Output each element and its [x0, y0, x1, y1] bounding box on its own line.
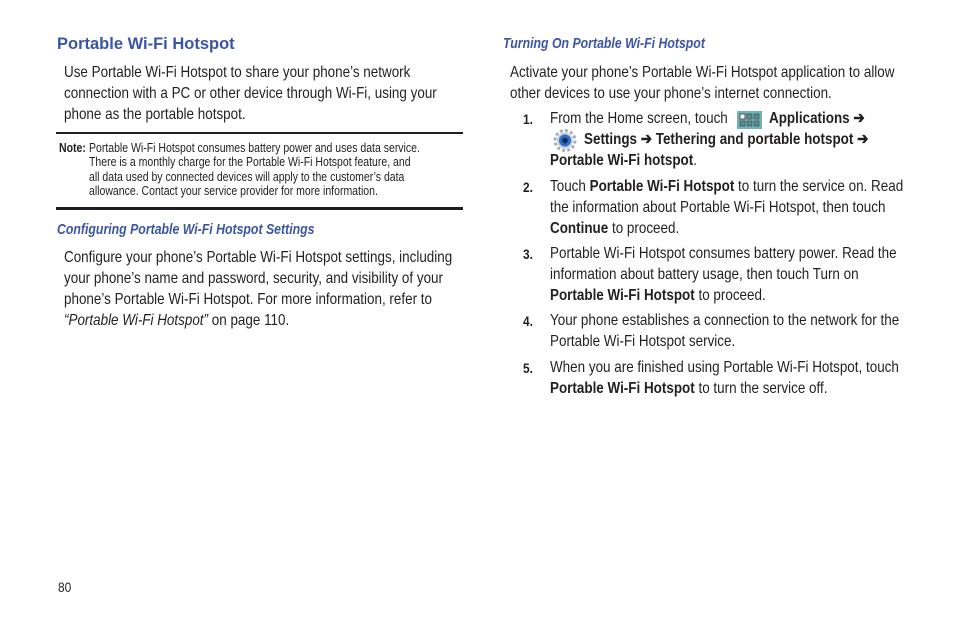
step-number: 5. — [523, 360, 533, 376]
section-heading: Configuring Portable Wi-Fi Hotspot Settings — [57, 221, 315, 238]
intro-line: connection with a PC or other device through Wi-Fi, using your — [64, 85, 437, 102]
step-number: 2. — [523, 179, 533, 195]
step-number: 1. — [523, 111, 533, 127]
note-line: all data used by connected devices will apply to the customer’s data — [89, 170, 405, 184]
page-number: 80 — [58, 579, 72, 595]
settings-gear-icon — [552, 128, 578, 153]
step-number: 4. — [523, 313, 533, 329]
intro-line: other devices to use your phone’s internet connection. — [510, 85, 832, 102]
config-line: phone’s Portable Wi-Fi Hotspot. For more information, refer to — [64, 291, 433, 308]
note-line: Portable Wi-Fi Hotspot consumes battery power and uses data service. — [89, 141, 420, 155]
page-title: Portable Wi-Fi Hotspot — [57, 35, 235, 53]
step-text-bold: Applications ➔ — [769, 110, 865, 127]
punct: . — [693, 152, 697, 169]
t-bold: Portable Wi-Fi Hotspot — [589, 178, 735, 195]
config-line: your phone’s name and password, security, and visibility of your — [64, 270, 444, 287]
ref-suffix: on page 110. — [208, 312, 290, 329]
step-text — [550, 151, 697, 171]
intro-line: phone as the portable hotspot. — [64, 106, 246, 123]
note-label: Note: — [59, 141, 86, 155]
step-text — [550, 379, 827, 399]
t: Touch — [550, 178, 590, 195]
config-line — [64, 311, 289, 331]
step-text: Your phone establishes a connection to the network for the — [550, 312, 900, 329]
config-line: Configure your phone’s Portable Wi-Fi Hotspot settings, including — [64, 249, 453, 266]
step-text: When you are finished using Portable Wi-Fi Hotspot, touch — [550, 359, 899, 376]
t: to turn the service on. Read — [734, 178, 904, 195]
step-text — [550, 286, 766, 306]
note-line: There is a monthly charge for the Portable Wi-Fi Hotspot feature, and — [89, 155, 411, 169]
t: to turn the service off. — [694, 380, 828, 397]
divider — [56, 132, 463, 134]
t: to proceed. — [608, 220, 680, 237]
step-text-bold: Settings ➔ Tethering and portable hotspot ➔ — [584, 131, 869, 148]
step-text: From the Home screen, touch — [550, 110, 728, 127]
step-text: the information about Portable Wi-Fi Hotspot, then touch — [550, 199, 886, 216]
step-text: Portable Wi-Fi Hotspot consumes battery power. Read the — [550, 245, 897, 262]
step-text — [550, 177, 903, 197]
divider — [56, 207, 463, 210]
intro-line: Activate your phone’s Portable Wi-Fi Hotspot application to allow — [510, 64, 895, 81]
t: to proceed. — [694, 287, 766, 304]
note-line: allowance. Contact your service provider for more information. — [89, 184, 378, 198]
applications-grid-icon — [737, 111, 762, 129]
step-number: 3. — [523, 246, 533, 262]
cross-reference-link[interactable]: “Portable Wi-Fi Hotspot” — [64, 312, 209, 329]
step-text — [550, 219, 679, 239]
t-bold: Portable Wi-Fi Hotspot — [550, 380, 695, 397]
t-bold: Portable Wi-Fi Hotspot — [550, 287, 695, 304]
step-text: Portable Wi-Fi Hotspot service. — [550, 333, 736, 350]
step-text: information about battery usage, then touch Turn on — [550, 266, 859, 283]
intro-line: Use Portable Wi-Fi Hotspot to share your phone’s network — [64, 64, 411, 81]
section-heading: Turning On Portable Wi-Fi Hotspot — [503, 35, 705, 52]
menu-path: Portable Wi-Fi hotspot — [550, 152, 694, 169]
t-bold: Continue — [550, 220, 609, 237]
